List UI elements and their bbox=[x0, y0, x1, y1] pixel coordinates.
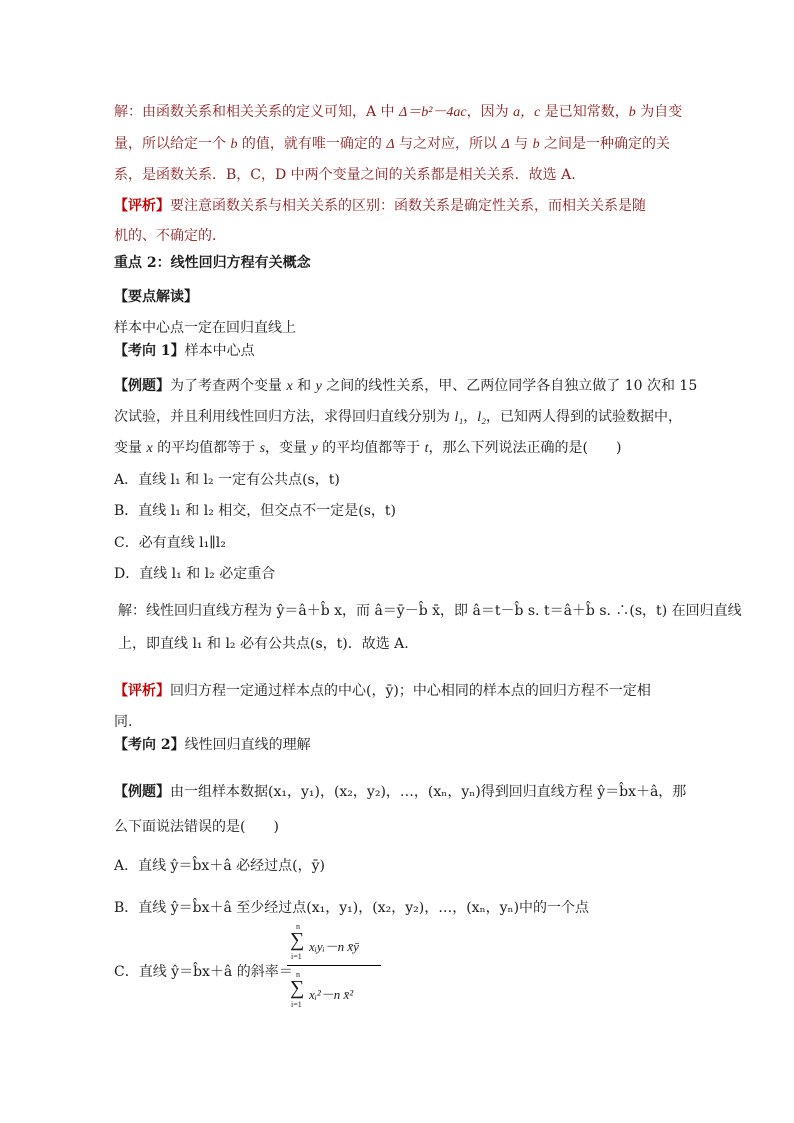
comment-tag: 【评析】 bbox=[114, 198, 170, 214]
example2-option-b: B．直线 ŷ＝b̂x＋â 至少经过点(x₁，y₁)，(x₂，y₂)，…，(xₙ，yₙ)中的一个点 bbox=[114, 900, 590, 916]
example-tag: 【例题】 bbox=[114, 378, 170, 394]
var: s bbox=[259, 441, 266, 456]
text: ，那么下列说法正确的是( ) bbox=[428, 440, 622, 456]
text: 的平均值都等于 bbox=[317, 440, 425, 456]
comment-text: 回归方程一定通过样本点的中心(，ȳ)；中心相同的样本点的回归方程不一定相 bbox=[170, 683, 651, 699]
topic-title: 样本中心点 bbox=[184, 343, 255, 359]
var: l₁ bbox=[454, 410, 464, 425]
keypoint-text: 样本中心点一定在回归直线上 bbox=[114, 320, 296, 336]
topic1-heading bbox=[114, 341, 255, 361]
var: l₂ bbox=[477, 410, 486, 425]
comment1-line2: 机的、不确定的． bbox=[114, 228, 226, 244]
sum-upper: n bbox=[296, 970, 300, 979]
example1-line1 bbox=[114, 376, 697, 397]
example2-line2: 么下面说法错误的是( ) bbox=[114, 819, 279, 835]
example1-line2 bbox=[114, 407, 682, 428]
comment2-line2: 同. bbox=[114, 714, 133, 730]
section-heading: 重点 2：线性回归方程有关概念 bbox=[114, 255, 311, 271]
text: 是已知常数， bbox=[540, 104, 629, 120]
sum-lower: i=1 bbox=[291, 952, 302, 961]
topic2-heading bbox=[114, 735, 311, 755]
var: x bbox=[286, 379, 293, 394]
text: 与之对应，所以 bbox=[394, 136, 502, 152]
text: 变量 bbox=[114, 440, 147, 456]
vars: a，c bbox=[513, 105, 541, 120]
comment-text: 要注意函数关系与相关关系的区别：函数关系是确定性关系，而相关关系是随 bbox=[170, 198, 646, 214]
denominator-text: xᵢ²－n x̄² bbox=[309, 987, 354, 1002]
text: 和 bbox=[292, 378, 316, 394]
text: ，因为 bbox=[466, 104, 514, 120]
example1-option-c: C．必有直线 l₁∥l₂ bbox=[114, 535, 226, 551]
var: y bbox=[311, 441, 318, 456]
sum-lower: i=1 bbox=[291, 1000, 302, 1009]
text: ，变量 bbox=[265, 440, 312, 456]
solution2-line2: 上，即直线 l₁ 和 l₂ 必有公共点(s，t)．故选 A. bbox=[118, 636, 409, 652]
text: 为了考查两个变量 bbox=[170, 378, 287, 394]
text: 的值，就有唯一确定的 bbox=[237, 136, 387, 152]
var: b bbox=[628, 105, 636, 120]
example1-option-d: D．直线 l₁ 和 l₂ 必定重合 bbox=[114, 566, 276, 582]
formula: Δ＝b²－4ac bbox=[399, 105, 467, 120]
sigma-symbol: ∑ bbox=[290, 977, 305, 999]
text: 之间是一种确定的关 bbox=[539, 136, 671, 152]
sigma-symbol: ∑ bbox=[290, 929, 305, 951]
var: t bbox=[424, 441, 429, 456]
numerator-text: xᵢyᵢ－n x̄ȳ bbox=[309, 939, 359, 954]
example2-line1 bbox=[114, 782, 686, 802]
text: 为自变 bbox=[635, 104, 683, 120]
text: 量，所以给定一个 bbox=[114, 136, 231, 152]
example1-option-b: B．直线 l₁ 和 l₂ 相交，但交点不一定是(s，t) bbox=[114, 503, 397, 519]
topic-title: 线性回归直线的理解 bbox=[184, 737, 311, 753]
comment-tag: 【评析】 bbox=[114, 683, 170, 699]
example2-option-a: A．直线 ŷ＝b̂x＋â 必经过点(，ȳ) bbox=[114, 858, 325, 874]
example1-line3 bbox=[114, 438, 621, 459]
fraction-numerator bbox=[283, 922, 393, 962]
keypoint-tag: 【要点解读】 bbox=[114, 289, 198, 305]
example-tag: 【例题】 bbox=[114, 784, 170, 800]
sum-upper: n bbox=[296, 922, 300, 931]
text: 由一组样本数据(x₁，y₁)，(x₂，y₂)，…，(xₙ，yₙ)得到回归直线方程 ŷ＝b̂x＋â，那 bbox=[170, 784, 687, 800]
text: 的平均值都等于 bbox=[152, 440, 260, 456]
var: y bbox=[315, 379, 322, 394]
comment2-line1 bbox=[114, 681, 651, 701]
text: 解：由函数关系和相关关系的定义可知，A 中 bbox=[114, 104, 400, 120]
comment1-line1 bbox=[114, 196, 646, 216]
fraction-bar bbox=[287, 965, 381, 966]
text: ， bbox=[463, 409, 478, 425]
var: b bbox=[230, 137, 238, 152]
var: x bbox=[146, 441, 153, 456]
example2-option-c: C．直线 ŷ＝b̂x＋â 的斜率＝ bbox=[114, 964, 293, 980]
text: ，已知两人得到的试验数据中， bbox=[485, 409, 682, 425]
text: 与 bbox=[509, 136, 533, 152]
fraction-denominator bbox=[283, 970, 393, 1010]
text: 之间的线性关系，甲、乙两位同学各自独立做了 10 次和 15 bbox=[321, 378, 698, 394]
topic-tag: 【考向 2】 bbox=[114, 737, 185, 753]
topic-tag: 【考向 1】 bbox=[114, 343, 185, 359]
var: Δ bbox=[386, 137, 395, 152]
solution1-line1 bbox=[114, 102, 682, 123]
text: 次试验，并且利用线性回归方法，求得回归直线分别为 bbox=[114, 409, 455, 425]
solution2-line1: 解：线性回归直线方程为 ŷ＝â＋b̂ x，而 â＝ȳ－b̂ x̄，即 â＝t－b̂ s. t＝â＋b̂ s. ∴(s，t) 在回归直线 bbox=[118, 603, 742, 619]
var: Δ bbox=[501, 137, 510, 152]
example1-option-a: A．直线 l₁ 和 l₂ 一定有公共点(s，t) bbox=[114, 472, 340, 488]
solution1-line2 bbox=[114, 134, 670, 155]
solution1-line3: 系，是函数关系．B，C，D 中两个变量之间的关系都是相关关系．故选 A. bbox=[114, 167, 576, 183]
var: b bbox=[532, 137, 540, 152]
